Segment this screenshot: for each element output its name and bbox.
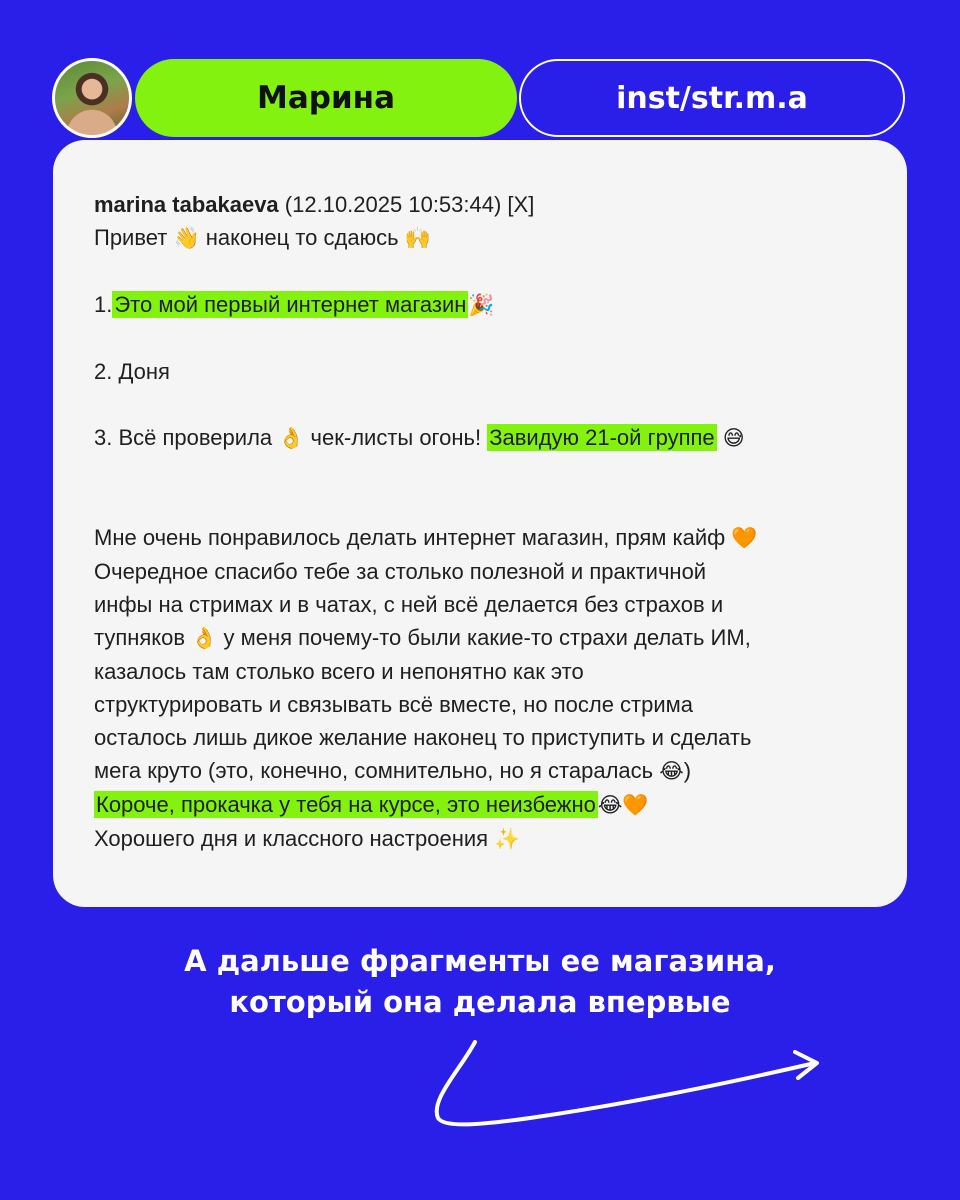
body-line-8 bbox=[94, 754, 874, 788]
greeting-rest: наконец то сдаюсь bbox=[205, 225, 399, 250]
name-badge bbox=[135, 59, 517, 137]
sweat-smile-icon: 😅 bbox=[722, 426, 745, 450]
orange-heart-icon: 🧡 bbox=[731, 526, 758, 550]
laughing-heart-icon: 😂🧡 bbox=[597, 793, 649, 817]
caption-line-1: А дальше фрагменты ее магазина, bbox=[184, 944, 776, 978]
curly-arrow-right-icon bbox=[420, 1030, 840, 1140]
body-line-4-text-a: тупняков bbox=[94, 625, 186, 650]
body-line-7: осталось лишь дикое желание наконец то приступить и сделать bbox=[94, 725, 752, 750]
raised-hands-icon: 🙌 bbox=[404, 226, 431, 250]
body-line-1-text: Мне очень понравилось делать интернет магазин, прям кайф bbox=[94, 525, 726, 550]
body-line-9-highlight: Короче, прокачка у тебя на курсе, это неизбежно bbox=[96, 792, 596, 817]
body-line-10 bbox=[94, 822, 874, 856]
body-line-8-text: мега круто (это, конечно, сомнительно, но я старалась bbox=[94, 758, 654, 783]
ok-hand-icon: 👌 bbox=[278, 426, 305, 450]
greeting-line bbox=[94, 221, 874, 255]
message-card bbox=[53, 140, 907, 907]
profile-name: Марина bbox=[256, 80, 396, 116]
message-header bbox=[94, 188, 874, 221]
body-line-1 bbox=[94, 521, 874, 555]
ok-hand-icon: 👌 bbox=[191, 626, 218, 650]
item-3-highlight: Завидую 21-ой группе bbox=[489, 425, 715, 450]
caption-line-2: который она делала впервые bbox=[229, 985, 731, 1019]
message-meta: (12.10.2025 10:53:44) [X] bbox=[284, 192, 535, 217]
body-line-9 bbox=[94, 788, 874, 822]
profile-handle: inst/str.m.a bbox=[616, 80, 808, 116]
message-body bbox=[94, 188, 874, 856]
item-2: 2. Доня bbox=[94, 359, 170, 384]
item-3-text-b: чек-листы огонь! bbox=[310, 425, 482, 450]
body-line-3: инфы на стримах и в чатах, с ней всё делается без страхов и bbox=[94, 592, 724, 617]
item-1-highlight: Это мой первый интернет магазин bbox=[114, 292, 467, 317]
message-author: marina tabakaeva bbox=[94, 192, 279, 217]
instagram-handle-badge bbox=[519, 59, 905, 137]
item-3 bbox=[94, 421, 874, 455]
body-line-10-text: Хорошего дня и классного настроения bbox=[94, 826, 489, 851]
body-line-4-text-b: у меня почему-то были какие-то страхи делать ИМ, bbox=[223, 625, 751, 650]
avatar bbox=[52, 58, 132, 138]
laughing-tears-icon: 😂 bbox=[659, 759, 684, 783]
sparkles-icon: ✨ bbox=[494, 827, 521, 851]
party-popper-icon: 🎉 bbox=[468, 293, 495, 317]
body-line-4 bbox=[94, 621, 874, 655]
body-line-2: Очередное спасибо тебе за столько полезной и практичной bbox=[94, 559, 707, 584]
item-1-number: 1. bbox=[94, 292, 113, 317]
item-1 bbox=[94, 288, 874, 322]
body-line-6: структурировать и связывать всё вместе, но после стрима bbox=[94, 692, 694, 717]
greeting-text: Привет bbox=[94, 225, 168, 250]
body-line-5: казалось там столько всего и непонятно как это bbox=[94, 659, 584, 684]
item-3-text: 3. Всё проверила bbox=[94, 425, 273, 450]
waving-hand-icon: 👋 bbox=[173, 226, 200, 250]
body-line-8-close: ) bbox=[683, 758, 692, 783]
